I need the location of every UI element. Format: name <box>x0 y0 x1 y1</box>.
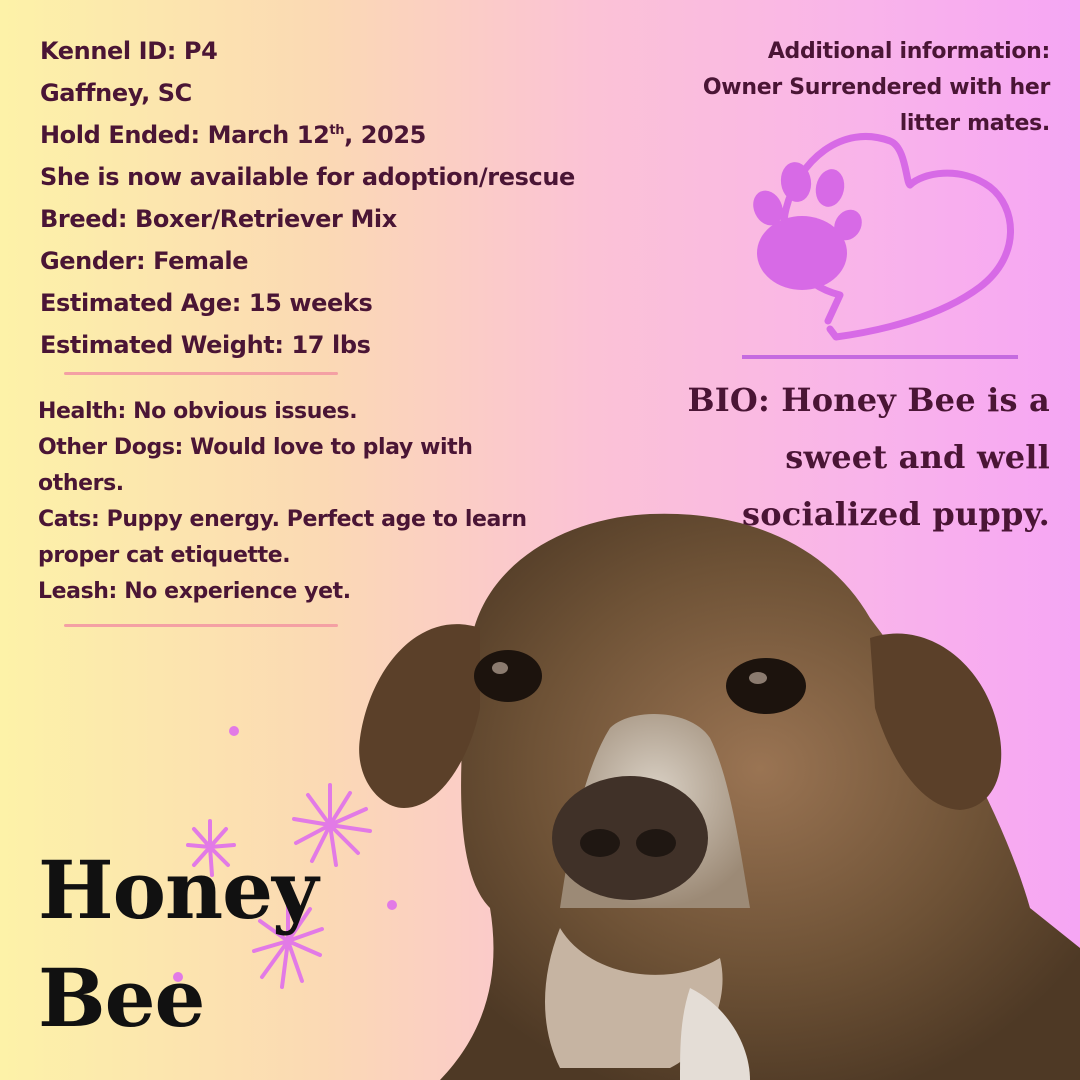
pet-details-list <box>40 30 575 366</box>
availability-status: She is now available for adoption/rescue <box>40 163 575 191</box>
gender: Gender: Female <box>40 247 249 275</box>
additional-info-heading: Additional information: <box>767 39 1050 64</box>
sparkle-dot-icon <box>387 900 397 910</box>
other-dogs-note: Other Dogs: Would love to play with others. <box>38 435 473 496</box>
leash-note: Leash: No experience yet. <box>38 579 351 604</box>
sparkle-dot-icon <box>229 726 239 736</box>
location: Gaffney, SC <box>40 79 192 107</box>
kennel-id: Kennel ID: P4 <box>40 37 218 65</box>
additional-info-line: Owner Surrendered with her <box>702 75 1050 100</box>
hold-ended <box>40 114 575 156</box>
bio-divider <box>742 355 1018 359</box>
puppy-photo <box>330 508 1080 1080</box>
estimated-age: Estimated Age: 15 weeks <box>40 289 373 317</box>
bio-text: BIO: Honey Bee is a sweet and well socialized puppy. <box>687 381 1050 533</box>
hold-ended-year: , 2025 <box>344 121 426 149</box>
additional-info-line: litter mates. <box>899 111 1050 136</box>
pet-name-second: Bee <box>38 951 205 1045</box>
temperament-divider <box>64 624 338 627</box>
breed: Breed: Boxer/Retriever Mix <box>40 205 397 233</box>
estimated-weight: Estimated Weight: 17 lbs <box>40 331 371 359</box>
heart-outline-icon <box>740 125 1020 345</box>
details-divider <box>64 372 338 375</box>
hold-ended-text: Hold Ended: March 12 <box>40 121 330 149</box>
pet-name-first: Honey <box>38 843 318 937</box>
paw-print-icon <box>748 160 868 290</box>
health-note: Health: No obvious issues. <box>38 399 358 424</box>
cats-note: Cats: Puppy energy. Perfect age to learn proper cat etiquette. <box>38 507 527 568</box>
hold-ended-ordinal: th <box>329 123 345 138</box>
pet-name <box>38 836 318 1052</box>
